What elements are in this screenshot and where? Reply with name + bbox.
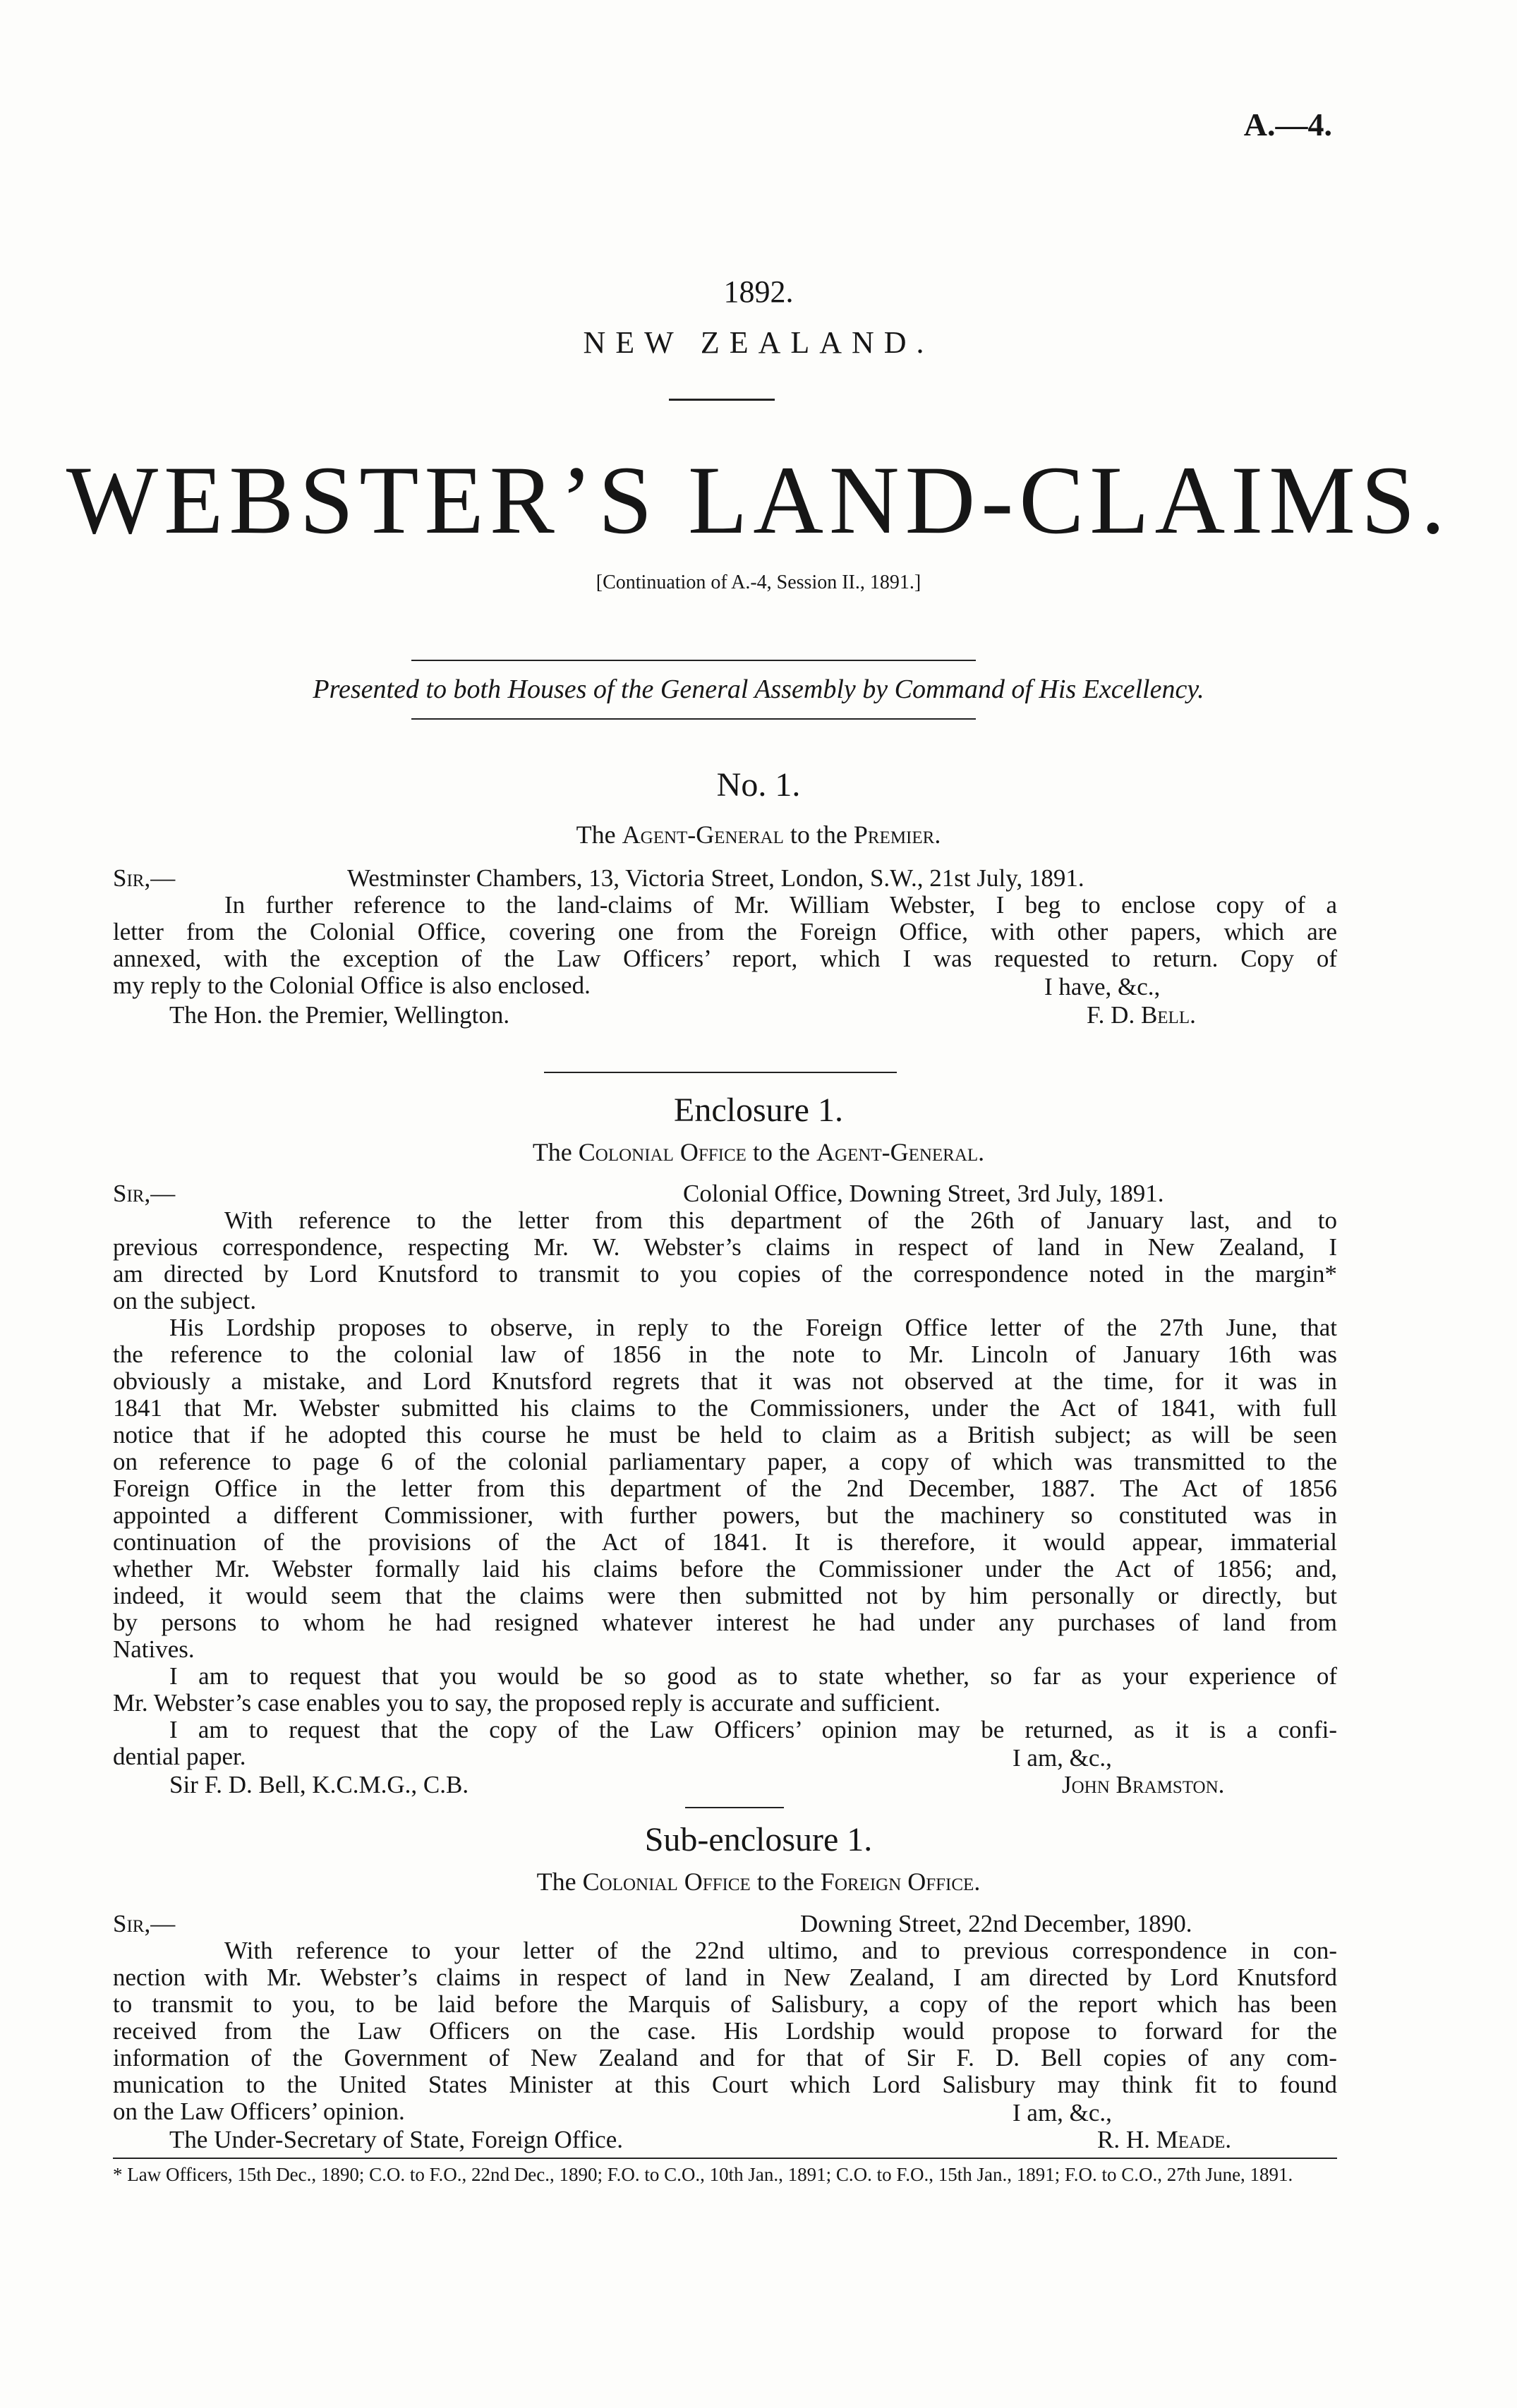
country: NEW ZEALAND. <box>583 325 934 360</box>
divider <box>544 1072 897 1073</box>
continuation-note: [Continuation of A.-4, Session II., 1891.] <box>596 571 921 593</box>
presented-line: Presented to both Houses of the General Assembly by Command of His Excellency. <box>313 674 1204 704</box>
text-line: by persons to whom he had resigned whatever interest he had under any purchases of land from <box>113 1609 1337 1636</box>
text-line: indeed, it would seem that the claims were then submitted not by him personally or directly, but <box>113 1582 1337 1609</box>
page-reference: A.—4. <box>1243 107 1332 143</box>
text-line: on the subject. <box>113 1287 257 1314</box>
signature: R. H. Meade. <box>1097 2126 1232 2153</box>
letter-address: Westminster Chambers, 13, Victoria Street, London, S.W., 21st July, 1891. <box>347 864 1084 892</box>
text-line: I am to request that the copy of the Law Officers’ opinion may be returned, as it is a confi- <box>169 1716 1337 1743</box>
salutation: Sir,— <box>113 864 176 892</box>
text-line: to transmit to you, to be laid before the Marquis of Salisbury, a copy of the report which has been <box>113 1990 1337 2018</box>
text-line: 1841 that Mr. Webster submitted his claims to the Commissioners, under the Act of 1841, with full <box>113 1394 1337 1422</box>
addressee: The Hon. the Premier, Wellington. <box>169 1001 510 1029</box>
addressee: The Under-Secretary of State, Foreign Office. <box>169 2126 623 2153</box>
year: 1892. <box>723 274 794 309</box>
closing: I have, &c., <box>1044 973 1161 1000</box>
text-line: whether Mr. Webster formally laid his claims before the Commissioner under the Act of 1856; and, <box>113 1555 1337 1583</box>
addressee: Sir F. D. Bell, K.C.M.G., C.B. <box>169 1771 469 1798</box>
signature: John Bramston. <box>1062 1771 1225 1798</box>
text-line: on the Law Officers’ opinion. <box>113 2098 405 2125</box>
section-heading-no1: No. 1. <box>716 766 801 804</box>
section-subhead-subenclosure1: The Colonial Office to the Foreign Office. <box>536 1868 981 1896</box>
text-line: His Lordship proposes to observe, in reply to the Foreign Office letter of the 27th June, that <box>169 1314 1337 1341</box>
section-subhead-enclosure1: The Colonial Office to the Agent-General. <box>532 1138 985 1166</box>
document-title: WEBSTER’S LAND-CLAIMS. <box>66 446 1451 554</box>
text-line: information of the Government of New Zealand and for that of Sir F. D. Bell copies of any com- <box>113 2044 1337 2071</box>
divider <box>411 718 976 720</box>
closing: I am, &c., <box>1013 2099 1112 2126</box>
divider <box>669 399 775 401</box>
text-line: on reference to page 6 of the colonial parliamentary paper, a copy of which was transmitted to the <box>113 1448 1337 1475</box>
text-line: nection with Mr. Webster’s claims in respect of land in New Zealand, I am directed by Lord Knutsford <box>113 1964 1337 1991</box>
text-line: received from the Law Officers on the case. His Lordship would propose to forward for the <box>113 2017 1337 2045</box>
text-line: obviously a mistake, and Lord Knutsford regrets that it was not observed at the time, for it was in <box>113 1367 1337 1395</box>
text-line: dential paper. <box>113 1743 246 1770</box>
footnote-rule <box>113 2158 1337 2159</box>
text-line: With reference to your letter of the 22nd ultimo, and to previous correspondence in con- <box>224 1937 1337 1964</box>
text-line: Natives. <box>113 1635 195 1663</box>
text-line: continuation of the provisions of the Act of 1841. It is therefore, it would appear, immaterial <box>113 1528 1337 1556</box>
divider <box>411 660 976 661</box>
text-line: my reply to the Colonial Office is also enclosed. <box>113 972 591 999</box>
signature: F. D. Bell. <box>1087 1001 1196 1029</box>
salutation: Sir,— <box>113 1910 176 1937</box>
text-line: annexed, with the exception of the Law Officers’ report, which I was requested to return. Copy of <box>113 945 1337 972</box>
salutation: Sir,— <box>113 1180 176 1207</box>
text-line: previous correspondence, respecting Mr. W. Webster’s claims in respect of land in New Zealand, I <box>113 1233 1337 1261</box>
section-heading-subenclosure1: Sub-enclosure 1. <box>644 1821 873 1858</box>
text-line: I am to request that you would be so good as to state whether, so far as your experience of <box>169 1662 1337 1690</box>
section-heading-enclosure1: Enclosure 1. <box>674 1091 843 1129</box>
text-line: munication to the United States Minister at this Court which Lord Salisbury may think fit to found <box>113 2071 1337 2098</box>
closing: I am, &c., <box>1013 1744 1112 1772</box>
text-line: notice that if he adopted this course he must be held to claim as a British subject; as will be seen <box>113 1421 1337 1448</box>
text-line: am directed by Lord Knutsford to transmit to you copies of the correspondence noted in the margin* <box>113 1260 1337 1288</box>
section-subhead-no1: The Agent-General to the Premier. <box>576 821 941 849</box>
text-line: the reference to the colonial law of 1856 in the note to Mr. Lincoln of January 16th was <box>113 1341 1337 1368</box>
text-line: Mr. Webster’s case enables you to say, the proposed reply is accurate and sufficient. <box>113 1689 941 1717</box>
footnote: * Law Officers, 15th Dec., 1890; C.O. to F.O., 22nd Dec., 1890; F.O. to C.O., 10th Jan., 1891; C.O. to F.O., 15th Jan., 1891; F.O. to C.O., 27th June, 1891. <box>113 2164 1293 2185</box>
divider <box>685 1807 784 1808</box>
letter-address: Downing Street, 22nd December, 1890. <box>800 1910 1192 1937</box>
text-line: appointed a different Commissioner, with further powers, but the machinery so constituted was in <box>113 1501 1337 1529</box>
letter-address: Colonial Office, Downing Street, 3rd July, 1891. <box>683 1180 1164 1207</box>
text-line: With reference to the letter from this department of the 26th of January last, and to <box>224 1206 1337 1234</box>
text-line: letter from the Colonial Office, covering one from the Foreign Office, with other papers, which are <box>113 918 1337 945</box>
text-line: Foreign Office in the letter from this department of the 2nd December, 1887. The Act of 1856 <box>113 1475 1337 1502</box>
text-line: In further reference to the land-claims of Mr. William Webster, I beg to enclose copy of a <box>224 891 1337 919</box>
